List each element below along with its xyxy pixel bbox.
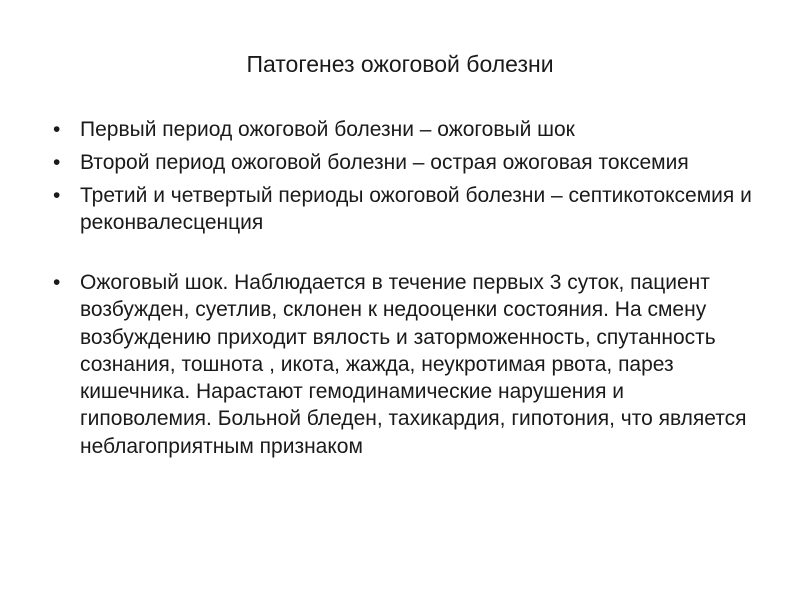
- bullet-item-first-period: [52, 116, 752, 143]
- slide-title: Патогенез ожоговой болезни: [246, 51, 554, 77]
- bullet-text: Второй период ожоговой болезни – острая ожоговая токсемия: [80, 151, 689, 174]
- bullet-dot-icon: •: [53, 118, 61, 141]
- bullet-item-third-fourth-period: [52, 182, 752, 236]
- bullet-dot-icon: •: [53, 271, 61, 294]
- bullet-dot-icon: •: [53, 151, 61, 174]
- bullet-text: Ожоговый шок. Наблюдается в течение первых 3 суток, пациент возбужден, суетлив, склонен к недооценки состояния. На смену возбуждению приходит вялость и заторможенность, спутанность сознания, тошнота , икота, жажда, неукротимая рвота, парез кишечника. Нарастают гемодинамические нарушения и гиповолемия. Больной бледен, тахикардия, гипотония, что является неблагоприятным признаком: [80, 271, 747, 458]
- bullet-item-burn-shock: [52, 269, 752, 460]
- bullet-item-second-period: [52, 149, 752, 176]
- bullet-dot-icon: •: [53, 184, 61, 207]
- bullet-text: Первый период ожоговой болезни – ожоговый шок: [80, 118, 575, 141]
- bullet-text: Третий и четвертый периоды ожоговой болезни – септикотоксемия и реконвалесценция: [80, 184, 752, 234]
- bullet-list: [52, 116, 752, 466]
